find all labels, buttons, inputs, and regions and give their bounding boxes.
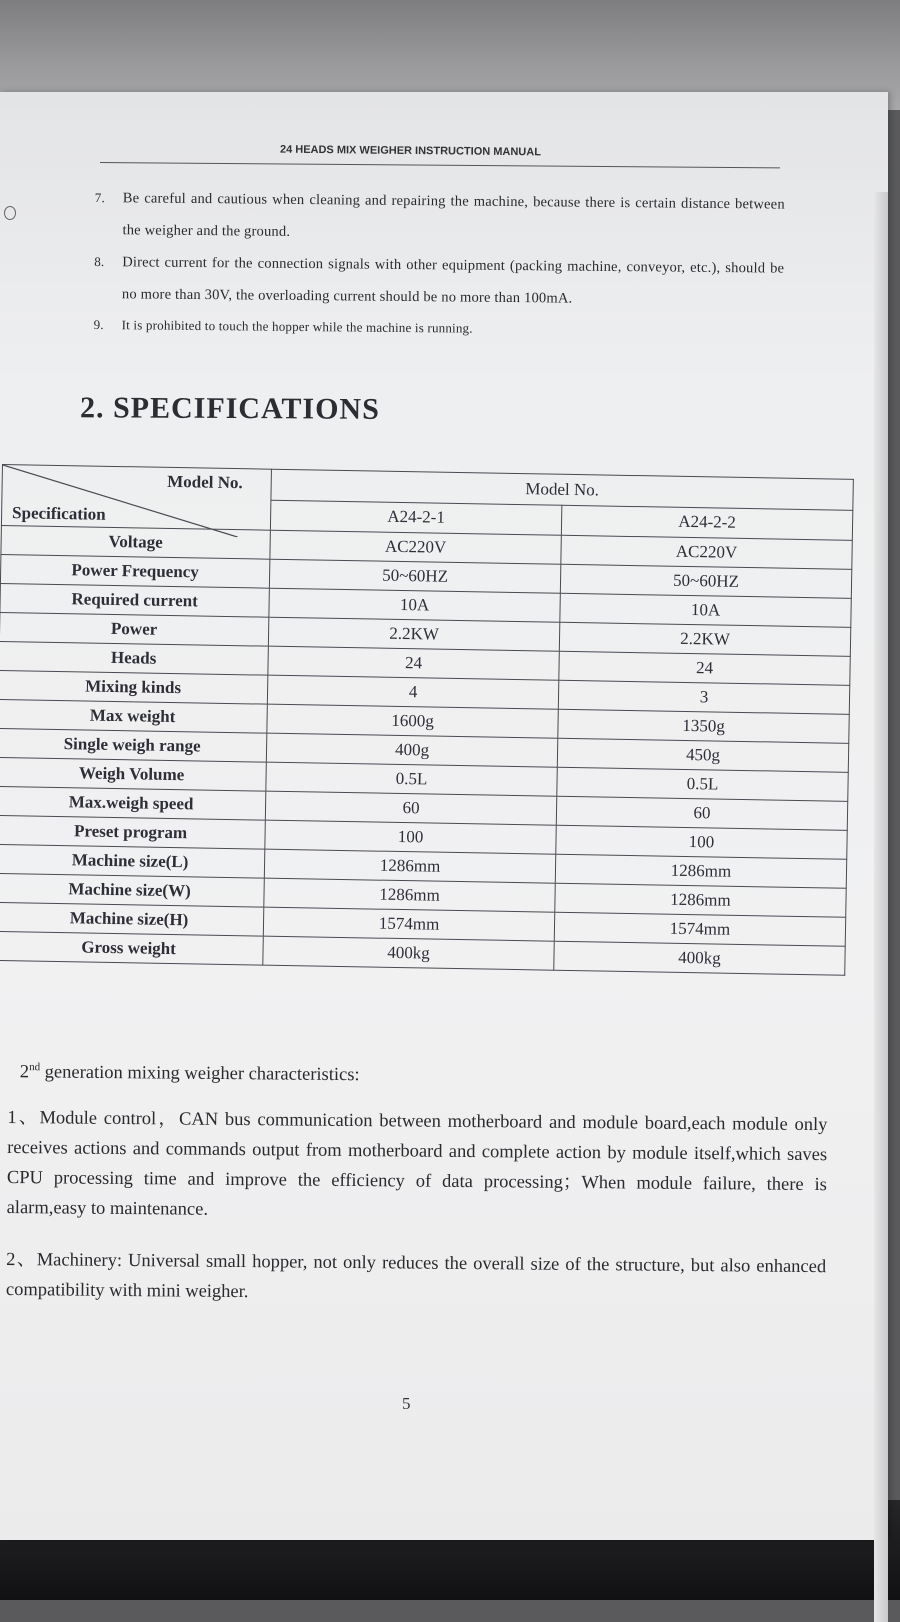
corner-header-specification: Specification bbox=[11, 503, 106, 524]
spec-value-cell: 10A bbox=[560, 593, 851, 627]
safety-list bbox=[93, 182, 784, 347]
model-group-header: Model No. bbox=[271, 469, 853, 510]
spec-value-cell: 1600g bbox=[267, 704, 558, 738]
spec-value-cell: 100 bbox=[265, 820, 556, 854]
safety-item-number: 7. bbox=[94, 189, 106, 206]
characteristics-heading bbox=[8, 1052, 828, 1094]
spec-value-cell: AC220V bbox=[561, 535, 852, 569]
spec-label-cell: Machine size(L) bbox=[0, 844, 265, 878]
spec-value-cell: 1286mm bbox=[555, 854, 846, 888]
spec-value-cell: 2.2KW bbox=[559, 622, 850, 656]
spec-label-cell: Power Frequency bbox=[0, 554, 269, 588]
page-number: 5 bbox=[402, 1394, 411, 1413]
heading-text: generation mixing weigher characteristics: bbox=[39, 1062, 360, 1086]
spec-value-cell: 1574mm bbox=[263, 907, 554, 941]
heading-ordinal: nd bbox=[29, 1061, 41, 1074]
spec-label-cell: Gross weight bbox=[0, 931, 263, 965]
safety-item-number: 9. bbox=[93, 316, 104, 333]
spec-label-cell: Max weight bbox=[0, 699, 267, 733]
spec-value-cell: 60 bbox=[265, 791, 556, 825]
spec-value-cell: 60 bbox=[556, 796, 847, 830]
characteristic-paragraph: 1、Module control，CAN bus communication between motherboard and module board,each module only receives actions and commands output from motherboard and complete action by module itself,which saves CPU processing time and improve the efficiency of data processing；When module failure, there is alarm,easy to maintenance. bbox=[6, 1108, 828, 1220]
spec-value-cell: 400kg bbox=[263, 936, 554, 970]
spec-label-cell: Voltage bbox=[1, 525, 270, 559]
spec-label-cell: Machine size(H) bbox=[0, 902, 264, 936]
spec-label-cell: Heads bbox=[0, 641, 268, 675]
spec-value-cell: AC220V bbox=[270, 530, 561, 564]
model-name-cell: A24-2-2 bbox=[561, 505, 852, 541]
spec-value-cell: 50~60HZ bbox=[269, 559, 560, 593]
spec-table bbox=[0, 464, 854, 976]
safety-item bbox=[94, 246, 785, 317]
corner-header-cell bbox=[1, 465, 271, 531]
spec-value-cell: 0.5L bbox=[266, 762, 557, 796]
spec-value-cell: 3 bbox=[558, 680, 849, 714]
model-name-cell: A24-2-1 bbox=[270, 500, 561, 536]
manual-page bbox=[0, 92, 888, 1540]
spec-value-cell: 400kg bbox=[554, 941, 845, 975]
spec-label-cell: Max.weigh speed bbox=[0, 786, 266, 820]
binder-hole-icon bbox=[4, 206, 16, 220]
page-edge-shadow bbox=[874, 192, 888, 1622]
spec-label-cell: Single weigh range bbox=[0, 728, 267, 762]
spec-label-cell: Required current bbox=[0, 583, 269, 617]
running-header: 24 HEADS MIX WEIGHER INSTRUCTION MANUAL bbox=[279, 143, 542, 159]
spec-value-cell: 1574mm bbox=[554, 912, 845, 946]
safety-item-number: 8. bbox=[94, 253, 105, 270]
spec-value-cell: 1286mm bbox=[264, 878, 555, 912]
spec-value-cell: 100 bbox=[556, 825, 847, 859]
spec-value-cell: 24 bbox=[268, 646, 559, 680]
characteristic-paragraph: 2、Machinery: Universal small hopper, not only reduces the overall size of the structure, but also enhanced compatibility with mini weigher. bbox=[5, 1250, 827, 1303]
safety-item bbox=[94, 182, 785, 253]
spec-value-cell: 1286mm bbox=[555, 883, 846, 917]
safety-item-text: It is prohibited to touch the hopper while the machine is running. bbox=[121, 317, 473, 336]
spec-value-cell: 4 bbox=[267, 675, 558, 709]
spec-label-cell: Mixing kinds bbox=[0, 670, 268, 704]
spec-label-cell: Preset program bbox=[0, 815, 265, 849]
header-divider bbox=[100, 162, 780, 168]
corner-header-model: Model No. bbox=[167, 471, 243, 493]
spec-value-cell: 400g bbox=[266, 733, 557, 767]
spec-label-cell: Power bbox=[0, 612, 269, 646]
spec-label-cell: Weigh Volume bbox=[0, 757, 266, 791]
safety-item-text: Be careful and cautious when cleaning and repairing the machine, because there is certain distance between the weigher and the ground. bbox=[122, 190, 785, 240]
heading-number: 2 bbox=[19, 1062, 30, 1083]
spec-value-cell: 1350g bbox=[558, 709, 849, 743]
spec-label-cell: Machine size(W) bbox=[0, 873, 264, 907]
spec-value-cell: 0.5L bbox=[557, 767, 848, 801]
spec-value-cell: 450g bbox=[557, 738, 848, 772]
safety-item-text: Direct current for the connection signals with other equipment (packing machine, conveyor, etc.), should be no more than 30V, the overloading current should be no more than 100mA. bbox=[121, 254, 785, 307]
spec-value-cell: 10A bbox=[269, 588, 560, 622]
section-title: 2. SPECIFICATIONS bbox=[79, 391, 380, 426]
characteristics-section bbox=[6, 1052, 828, 1334]
spec-value-cell: 1286mm bbox=[264, 849, 555, 883]
spec-value-cell: 2.2KW bbox=[268, 617, 559, 651]
spec-table-container bbox=[0, 464, 854, 976]
spec-value-cell: 24 bbox=[559, 651, 850, 685]
spec-value-cell: 50~60HZ bbox=[560, 564, 851, 598]
